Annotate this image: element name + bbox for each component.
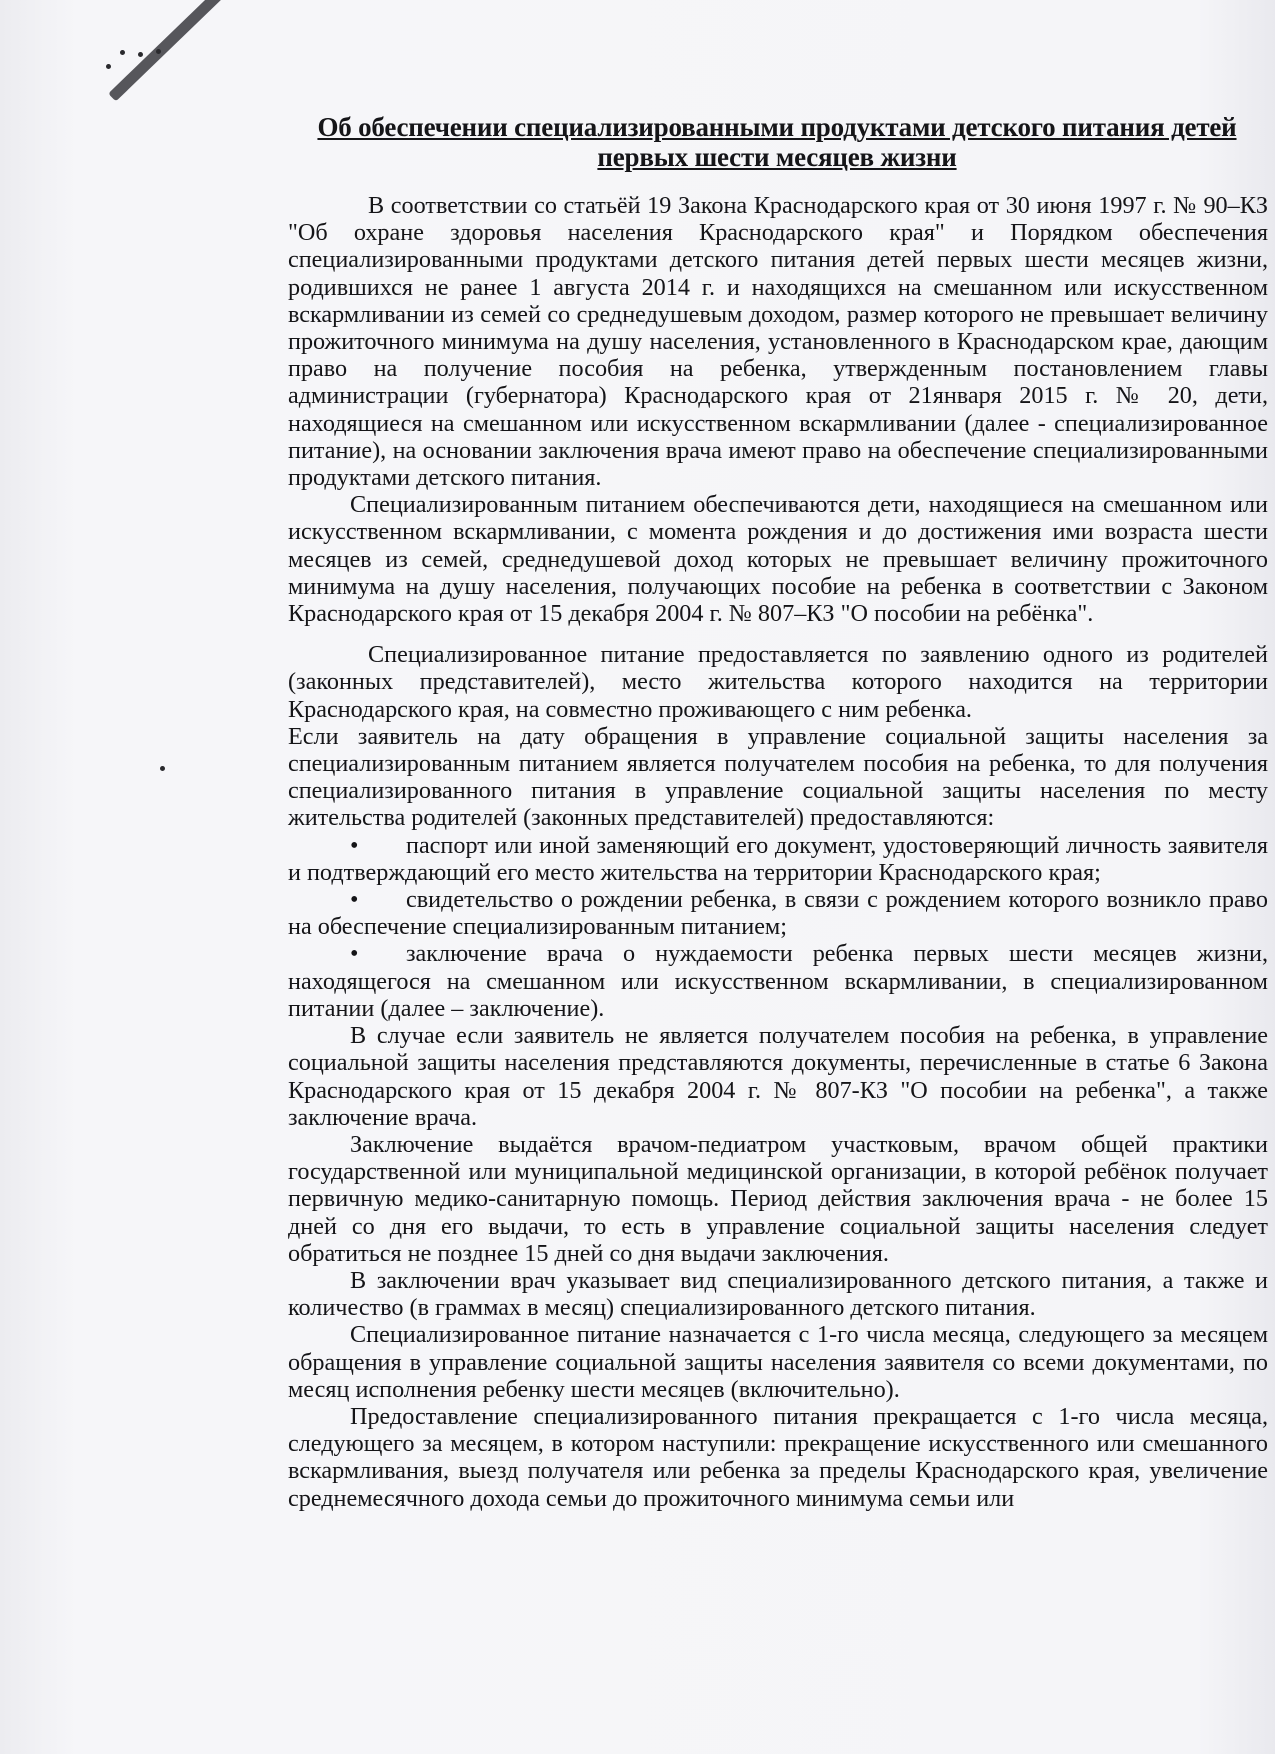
paragraph: Предоставление специализированного питания прекращается с 1-го числа месяца, следующего за месяцем, в котором наступили: прекращение искусственного или смешанного вскармливания, выезд получателя или ребенка за пределы Краснодарского края, увеличение среднемесячного дохода семьи до прожиточного минимума семьи или	[288, 1402, 1268, 1512]
list-item	[288, 832, 1268, 886]
speck	[106, 64, 111, 69]
list-item	[288, 940, 1268, 1022]
speck	[120, 50, 125, 55]
bullet-marker: •	[350, 831, 359, 859]
paragraph: Специализированное питание назначается с 1-го числа месяца, следующего за месяцем обращения в управление социальной защиты населения заявителя со всеми документами, по месяц исполнения ребенку шести месяцев (включительно).	[288, 1321, 1268, 1403]
paragraph: В соответствии со статьёй 19 Закона Краснодарского края от 30 июня 1997 г. № 90–КЗ "Об охране здоровья населения Краснодарского края" и Порядком обеспечения специализированными продуктами детского питания детей первых шести месяцев жизни, родившихся не ранее 1 августа 2014 г. и находящихся на смешанном или искусственном вскармливании из семей со среднедушевым доходом, размер которого не превышает величину прожиточного минимума на душу населения, установленного в Краснодарском крае, дающим право на получение пособия на ребенка, утвержденным постановлением главы администрации (губернатора) Краснодарского края от 21января 2015 г. № 20, дети, находящиеся на смешанном или искусственном вскармливании (далее - специализированное питание), на основании заключения врача имеют право на обеспечение специализированными продуктами детского питания.	[288, 192, 1268, 492]
speck	[156, 49, 161, 54]
speck	[160, 766, 165, 771]
list-item-text: паспорт или иной заменяющий его документ, удостоверяющий личность заявителя и подтверждающий его место жительства на территории Краснодарского края;	[288, 831, 1268, 886]
bullet-marker: •	[350, 940, 359, 968]
paragraph: Если заявитель на дату обращения в управление социальной защиты населения за специализированным питанием является получателем пособия на ребенка, то для получения специализированного питания в управление социальной защиты населения по месту жительства родителей (законных представителей) предоставляются:	[288, 722, 1268, 832]
list-item-text: заключение врача о нуждаемости ребенка первых шести месяцев жизни, находящегося на смешанном или искусственном вскармливании, в специализированном питании (далее – заключение).	[288, 940, 1268, 1022]
document-title: Об обеспечении специализированными продуктами детского питания детей первых шести месяцев жизни	[317, 112, 1237, 172]
paragraph: В заключении врач указывает вид специализированного детского питания, а также и количество (в граммах в месяц) специализированного детского питания.	[288, 1266, 1268, 1322]
paragraph: Специализированным питанием обеспечиваются дети, находящиеся на смешанном или искусственном вскармливании, с момента рождения и до достижения ими возраста шести месяцев из семей, среднедушевой доход которых не превышает величину прожиточного минимума на душу населения, получающих пособие на ребенка в соответствии с Законом Краснодарского края от 15 декабря 2004 г. № 807–КЗ "О пособии на ребёнка".	[288, 491, 1268, 628]
paragraph: Заключение выдаётся врачом-педиатром участковым, врачом общей практики государственной или муниципальной медицинской организации, в которой ребёнок получает первичную медико-санитарную помощь. Период действия заключения врача - не более 15 дней со дня его выдачи, то есть в управление социальной защиты населения следует обратиться не позднее 15 дней со дня выдачи заключения.	[288, 1130, 1268, 1267]
paragraph: В случае если заявитель не является получателем пособия на ребенка, в управление социальной защиты населения представляются документы, перечисленные в статье 6 Закона Краснодарского края от 15 декабря 2004 г. № 807-КЗ "О пособии на ребенка", а также заключение врача.	[288, 1022, 1268, 1131]
list-item-text: свидетельство о рождении ребенка, в связи с рождением которого возникло право на обеспечение специализированным питанием;	[288, 886, 1268, 941]
bullet-marker: •	[350, 886, 359, 914]
paragraph: Специализированное питание предоставляется по заявлению одного из родителей (законных представителей), место жительства которого находится на территории Краснодарского края, на совместно проживающего с ним ребенка.	[288, 641, 1268, 723]
list-item	[288, 886, 1268, 940]
document-page	[288, 112, 1268, 1512]
speck	[138, 52, 143, 57]
